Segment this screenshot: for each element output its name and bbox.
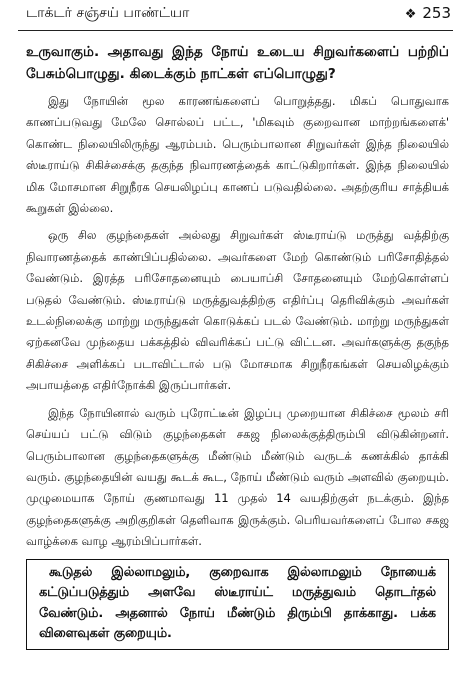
page-number-area [405, 4, 451, 22]
page-header [18, 0, 453, 31]
highlight-box: கூடுதல் இல்லாமலும், குறைவாக இல்லாமலும் நோயைக் கட்டுப்படுத்தும் அளவே ஸ்டீராய்ட் மருத்துவம் தொடர்தல் வேண்டும். அதனால் நோய் மீண்டும் திரும்பி தாக்காது. பக்க விளைவுகள் குறையும். [26, 559, 449, 650]
page-number: 253 [422, 4, 451, 22]
paragraph-1: இது நோயின் மூல காரணங்களைப் பொறுத்தது. மிகப் பொதுவாக காணப்படுவது மேலே சொல்லப் பட்ட, 'மிகவும் குறைவான மாற்றங்களைக்' கொண்ட நிலையிலிருந்து ஆரம்பம். பெரும்பாலான சிறுவர்கள் இந்த நிலையில் ஸ்டீராய்டு சிகிச்சைக்கு தகுந்த நிவாரணத்தைக் காட்டுகிறார்கள். இந்த நிலையில் மிக மோசமான சிறுநீரக செயலிழப்பு காணப் படுவதில்லை. அதற்குரிய சாத்தியக் கூறுகள் இல்லை. [26, 94, 449, 216]
paragraph-3: இந்த நோயினால் வரும் புரோட்டீன் இழப்பு முறையான சிகிச்சை மூலம் சரி செய்யப் பட்டு விடும் குழந்தைகள் சகஜ நிலைக்குத்திரும்பி விடுகின்றனர். பெரும்பாலான குழந்தைகளுக்கு மீண்டும் மீண்டும் வருடக் கணக்கில் தாக்கி வரும். குழந்தையின் வயது கூடக் கூட, நோய் மீண்டும் வரும் அளவில் குறையும். முழுமையாக நோய் குணமாவது 11 முதல் 14 வயதிற்குள் நடக்கும். இந்த குழந்தைகளுக்கு அறிகுறிகள் தெளிவாக இருக்கும். பெரியவர்களைப் போல சகஜ வாழ்க்கை வாழ ஆரம்பிப்பார்கள். [26, 405, 449, 549]
lead-question: உருவாகும். அதாவது இந்த நோய் உடைய சிறுவர்களைப் பற்றிப் பேசும்பொழுது. கிடைக்கும் நாட்கள் எப்பொழுது? [26, 44, 449, 82]
paragraph-2: ஒரு சில குழந்தைகள் அல்லது சிறுவர்கள் ஸ்டீராய்டு மருத்து வத்திற்கு நிவாரணத்தைக் காண்பிப்பதில்லை. அவர்களை மேற் கொண்டும் பரிசோதித்தல் வேண்டும். இரத்த பரிசோதனையும் பையாப்சி சோதனையும் மேற்கொள்ளப் படுதல் வேண்டும். ஸ்டீராய்டு மருத்துவத்திற்கு எதிர்ப்பு தெரிவிக்கும் அவர்கள் உடல்நிலைக்கு மாற்று மருந்துகள் கொடுக்கப் படல் வேண்டும். மாற்று மருந்துகள் ஏற்கனவே முந்தைய பக்கத்தில் விவரிக்கப் பட்டு விட்டன. அவர்களுக்கு தகுந்த சிகிச்சை அளிக்கப் படாவிட்டால் படு மோசமாக சிறுநீரகங்கள் செயலிழக்கும் அபாயத்தை எதிர்நோக்கி இருப்பார்கள். [26, 228, 449, 393]
running-title: டாக்டர் சஞ்சய் பாண்ட்யா [26, 5, 190, 21]
diamond-ornament-icon: ❖ [404, 7, 417, 22]
